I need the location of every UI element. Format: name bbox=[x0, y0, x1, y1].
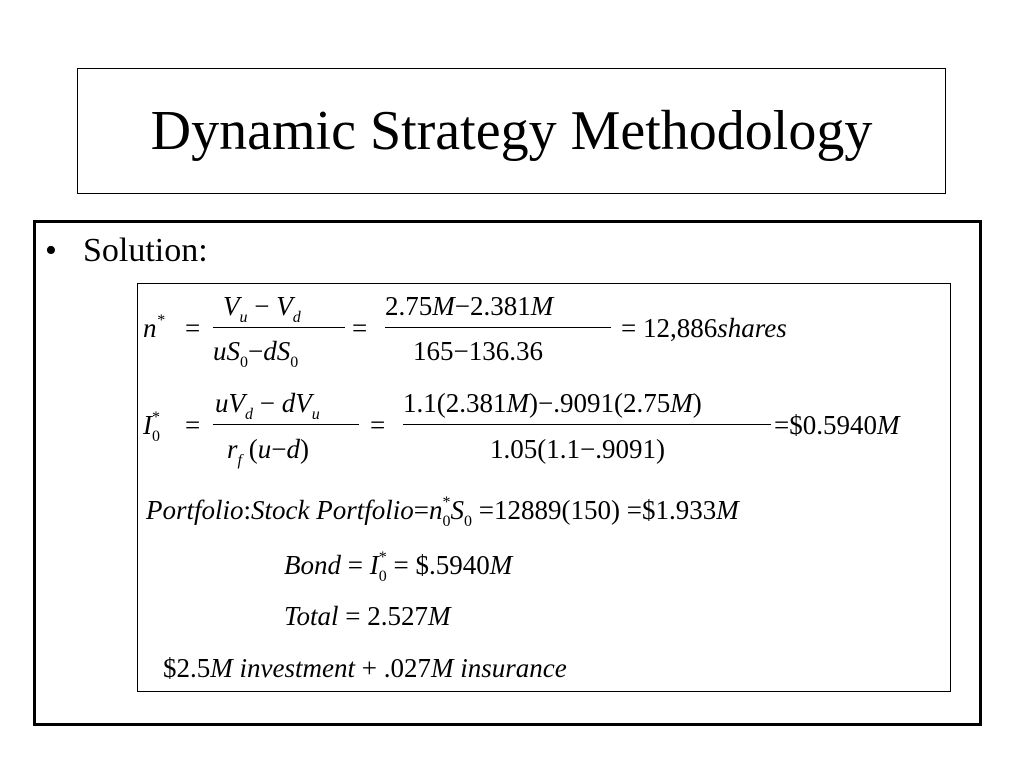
bullet-item bbox=[45, 232, 208, 270]
eq1-result: = 12,886shares bbox=[621, 313, 787, 343]
bullet-text: Solution: bbox=[83, 232, 208, 269]
eq2-result: =$0.5940M bbox=[774, 410, 900, 440]
eq2-fraction-bar bbox=[213, 424, 359, 425]
eq1-equals-2: = bbox=[352, 313, 368, 343]
eq2-fraction-bar-2 bbox=[403, 424, 771, 425]
eq3-portfolio-line: Portfolio:Stock $Portfolio=n_0^*S_0 =12889(150)$ =$1.933M bbox=[146, 494, 739, 530]
slide-title: Dynamic Strategy Methodology bbox=[150, 100, 873, 162]
eq2-lhs: $I_0^*$ bbox=[143, 409, 160, 445]
eq2-denominator: $r_f$ (u−d) bbox=[227, 434, 309, 469]
eq1-fraction-bar-2 bbox=[385, 327, 611, 328]
eq2-denominator-2: 1.05(1.1−.9091) bbox=[490, 434, 665, 464]
bullet-dot-icon: • bbox=[45, 232, 57, 269]
eq1-denominator-2: 165−136.36 bbox=[413, 336, 543, 366]
eq6-investment-line: $2.5M investment + .027M insurance bbox=[163, 653, 567, 683]
eq2-equals-1: = bbox=[185, 410, 201, 440]
eq5-total-line: Total = 2.527M bbox=[284, 601, 451, 631]
eq4-bond-line: Bond = $I_0^*$ = $.5940M bbox=[284, 549, 513, 585]
eq1-numerator-2: 2.75M−2.381M bbox=[385, 291, 554, 321]
eq2-numerator-2: 1.1(2.381M)−.9091(2.75M) bbox=[403, 388, 702, 418]
eq1-numerator: $V_u - V_d$ bbox=[223, 291, 301, 326]
eq2-numerator: $uV_d - dV_u$ bbox=[215, 388, 320, 423]
eq1-lhs: n* bbox=[143, 312, 165, 343]
eq1-denominator: $uS_0-dS_0$ bbox=[213, 336, 299, 371]
eq1-equals-1: = bbox=[185, 313, 201, 343]
eq2-equals-2: = bbox=[370, 410, 386, 440]
eq1-fraction-bar bbox=[213, 327, 345, 328]
title-box bbox=[77, 68, 946, 194]
